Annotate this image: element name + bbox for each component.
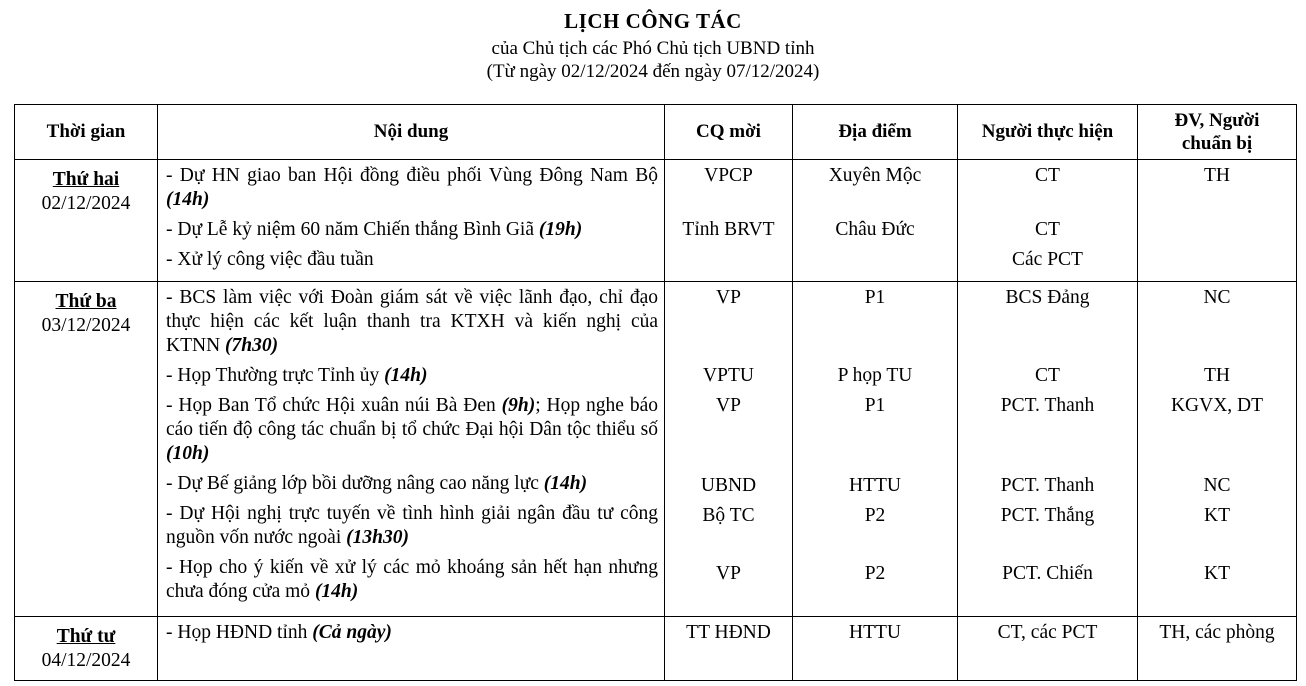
day-cell — [15, 282, 158, 617]
day-date: 04/12/2024 — [41, 650, 131, 671]
list-item: - Dự HN giao ban Hội đồng điều phối Vùng Đông Nam Bộ (14h) — [166, 165, 658, 210]
list-item: - Họp Ban Tổ chức Hội xuân núi Bà Đen (9h); Họp nghe báo cáo tiến độ công tác chuẩn bị tổ chức Đại hội Dân tộc thiểu số (10h) — [166, 395, 658, 464]
location-cell: HTTU — [793, 617, 958, 681]
list-item: - Họp Thường trực Tỉnh ủy (14h) — [166, 365, 428, 386]
day-date: 03/12/2024 — [41, 315, 131, 336]
list-item: - Họp cho ý kiến về xử lý các mỏ khoáng sản hết hạn nhưng chưa đóng cửa mỏ (14h) — [166, 557, 658, 602]
content-cell — [158, 160, 665, 282]
date-range: (Từ ngày 02/12/2024 đến ngày 07/12/2024) — [486, 61, 820, 82]
list-item: - Dự Bế giảng lớp bồi dưỡng nâng cao năng lực (14h) — [166, 473, 588, 494]
inviter-cell: TT HĐND — [665, 617, 793, 681]
table-row — [15, 617, 1297, 681]
inviter-cell: VP VPTU VP UBND Bộ TC VP — [665, 282, 793, 617]
performer-cell: BCS Đảng CT PCT. Thanh PCT. Thanh PCT. Thắng PCT. Chiến — [958, 282, 1138, 617]
col-header-preparer: ĐV, Người chuẩn bị — [1138, 105, 1297, 160]
list-item: - BCS làm việc với Đoàn giám sát về việc lãnh đạo, chỉ đạo thực hiện các kết luận thanh tra KTXH và kiến nghị của KTNN (7h30) — [166, 287, 658, 356]
day-name: Thứ tư — [56, 626, 116, 647]
preparer-cell: TH — [1138, 160, 1297, 282]
page-title: LỊCH CÔNG TÁC — [564, 9, 742, 33]
col-header-performer: Người thực hiện — [958, 105, 1138, 160]
day-name: Thứ hai — [52, 169, 120, 190]
day-name: Thứ ba — [55, 291, 117, 312]
preparer-cell: TH, các phòng — [1138, 617, 1297, 681]
list-item: - Họp HĐND tỉnh (Cả ngày) — [166, 622, 392, 643]
day-cell — [15, 617, 158, 681]
col-header-time: Thời gian — [15, 105, 158, 160]
col-header-content: Nội dung — [158, 105, 665, 160]
list-item: - Dự Lễ kỷ niệm 60 năm Chiến thắng Bình Giã (19h) — [166, 219, 583, 240]
table-header-row — [15, 105, 1297, 160]
location-cell: Xuyên Mộc Châu Đức — [793, 160, 958, 282]
table-row — [15, 282, 1297, 617]
table-row — [15, 160, 1297, 282]
performer-cell: CT CT Các PCT — [958, 160, 1138, 282]
content-cell — [158, 282, 665, 617]
list-item: - Dự Hội nghị trực tuyến về tình hình giải ngân đầu tư công nguồn vốn nước ngoài (13h30) — [166, 503, 658, 548]
list-item: - Xử lý công việc đầu tuần — [166, 249, 374, 270]
col-header-location: Địa điểm — [793, 105, 958, 160]
inviter-cell: VPCP Tỉnh BRVT — [665, 160, 793, 282]
location-cell: P1 P họp TU P1 HTTU P2 P2 — [793, 282, 958, 617]
day-date: 02/12/2024 — [41, 193, 131, 214]
content-cell — [158, 617, 665, 681]
page-subtitle: của Chủ tịch các Phó Chủ tịch UBND tỉnh — [491, 38, 815, 59]
day-cell — [15, 160, 158, 282]
preparer-cell: NC TH KGVX, DT NC KT KT — [1138, 282, 1297, 617]
col-header-inviter: CQ mời — [665, 105, 793, 160]
schedule-table — [14, 104, 1297, 681]
performer-cell: CT, các PCT — [958, 617, 1138, 681]
